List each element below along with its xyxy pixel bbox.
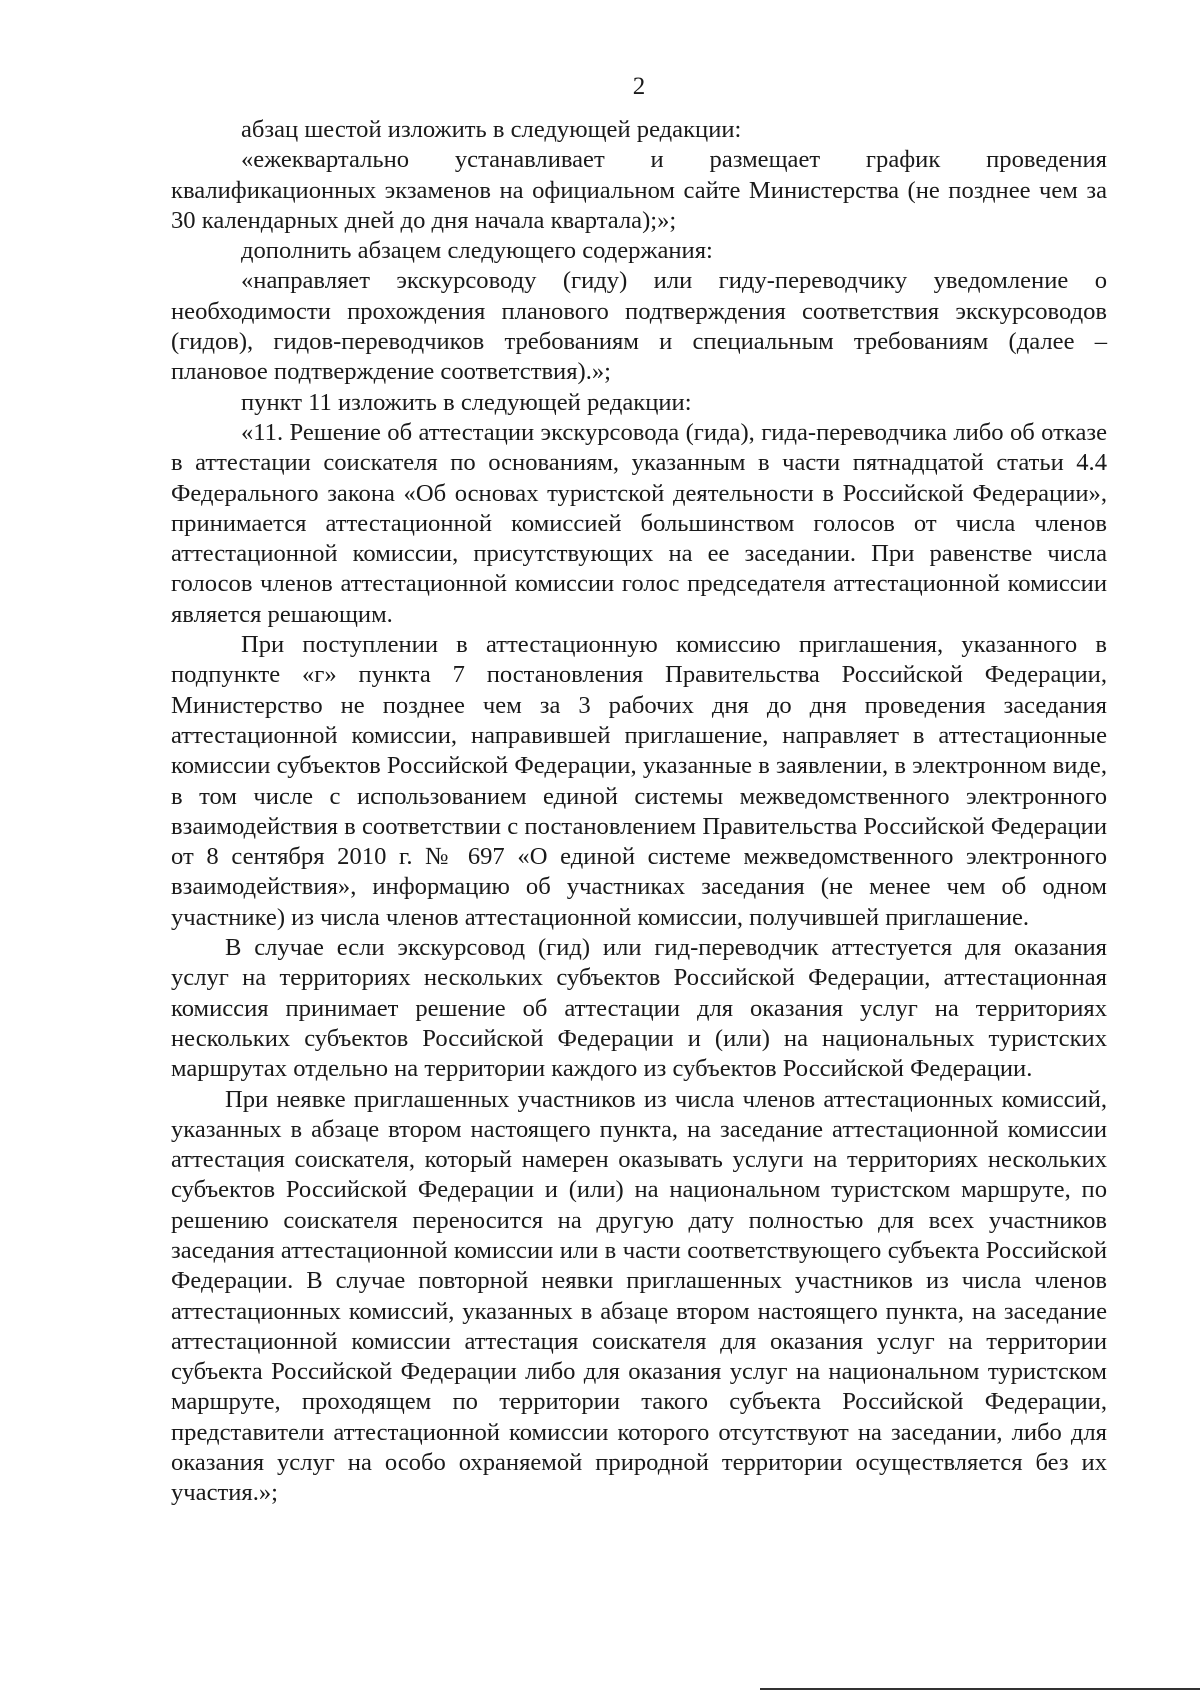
paragraph-notification: «направляет экскурсоводу (гиду) или гиду-переводчику уведомление о необходимости прохождения планового подтверждения соответствия экскурсоводов (гидов), гидов-переводчиков требованиям и специальным требованиям (далее – плановое подтверждение соответствия).»; — [171, 267, 1107, 386]
footer-divider — [760, 1688, 1200, 1690]
paragraph-multiple-regions: В случае если экскурсовод (гид) или гид-переводчик аттестуется для оказания услуг на территориях нескольких субъектов Российской Федерации, аттестационная комиссия принимает решение об аттестации для оказания услуг на территориях нескольких субъектов Российской Федерации и (или) на национальных туристских маршрутах отдельно на территории каждого из субъектов Российской Федерации. — [171, 934, 1107, 1083]
paragraph-item-11-intro: пункт 11 изложить в следующей редакции: — [241, 388, 692, 416]
page-number: 2 — [632, 73, 646, 100]
paragraph-invitation: При поступлении в аттестационную комиссию приглашения, указанного в подпункте «г» пункта 7 постановления Правительства Российской Федерации, Министерство не позднее чем за 3 рабочих дня до дня проведения заседания аттестационной комиссии, направившей приглашение, направляет в аттестационные комиссии субъектов Российской Федерации, указанные в заявлении, в электронном виде, в том числе с использованием единой системы межведомственного электронного взаимодействия в соответствии с постановлением Правительства Российской Федерации от 8 сентября 2010 г. № 697 «О единой системе межведомственного электронного взаимодействия», информацию об участниках заседания (не менее чем об одном участнике) из числа членов аттестационной комиссии, получившей приглашение. — [171, 631, 1107, 931]
paragraph-supplement: дополнить абзацем следующего содержания: — [241, 237, 713, 265]
paragraph-non-attendance: При неявке приглашенных участников из числа членов аттестационных комиссий, указанных в абзаце втором настоящего пункта, на заседание аттестационной комиссии аттестация соискателя, который намерен оказывать услуги на территориях нескольких субъектов Российской Федерации и (или) на национальном туристском маршруте, по решению соискателя переносится на другую дату полностью для всех участников заседания аттестационной комиссии или в части соответствующего субъекта Российской Федерации. В случае повторной неявки приглашенных участников из числа членов аттестационных комиссий, указанных в абзаце втором настоящего пункта, на заседание аттестационной комиссии аттестация соискателя для оказания услуг на территории субъекта Российской Федерации либо для оказания услуг на национальном туристском маршруте, проходящем по территории такого субъекта Российской Федерации, представители аттестационной комиссии которого отсутствуют на заседании, либо для оказания услуг на особо охраняемой природной территории осуществляется без их участия.»; — [171, 1085, 1107, 1507]
document-body — [171, 115, 1107, 1509]
paragraph-quarterly-schedule: «ежеквартально устанавливает и размещает график проведения квалификационных экзаменов на официальном сайте Министерства (не позднее чем за 30 календарных дней до дня начала квартала);»; — [171, 146, 1107, 234]
paragraph-item-11-decision: «11. Решение об аттестации экскурсовода (гида), гида-переводчика либо об отказе в аттестации соискателя по основаниям, указанным в части пятнадцатой статьи 4.4 Федерального закона «Об основах туристской деятельности в Российской Федерации», принимается аттестационной комиссией большинством голосов от числа членов аттестационной комиссии, присутствующих на ее заседании. При равенстве числа голосов членов аттестационной комиссии голос председателя аттестационной комиссии является решающим. — [171, 418, 1107, 628]
paragraph-amend-sixth: абзац шестой изложить в следующей редакции: — [241, 116, 742, 143]
